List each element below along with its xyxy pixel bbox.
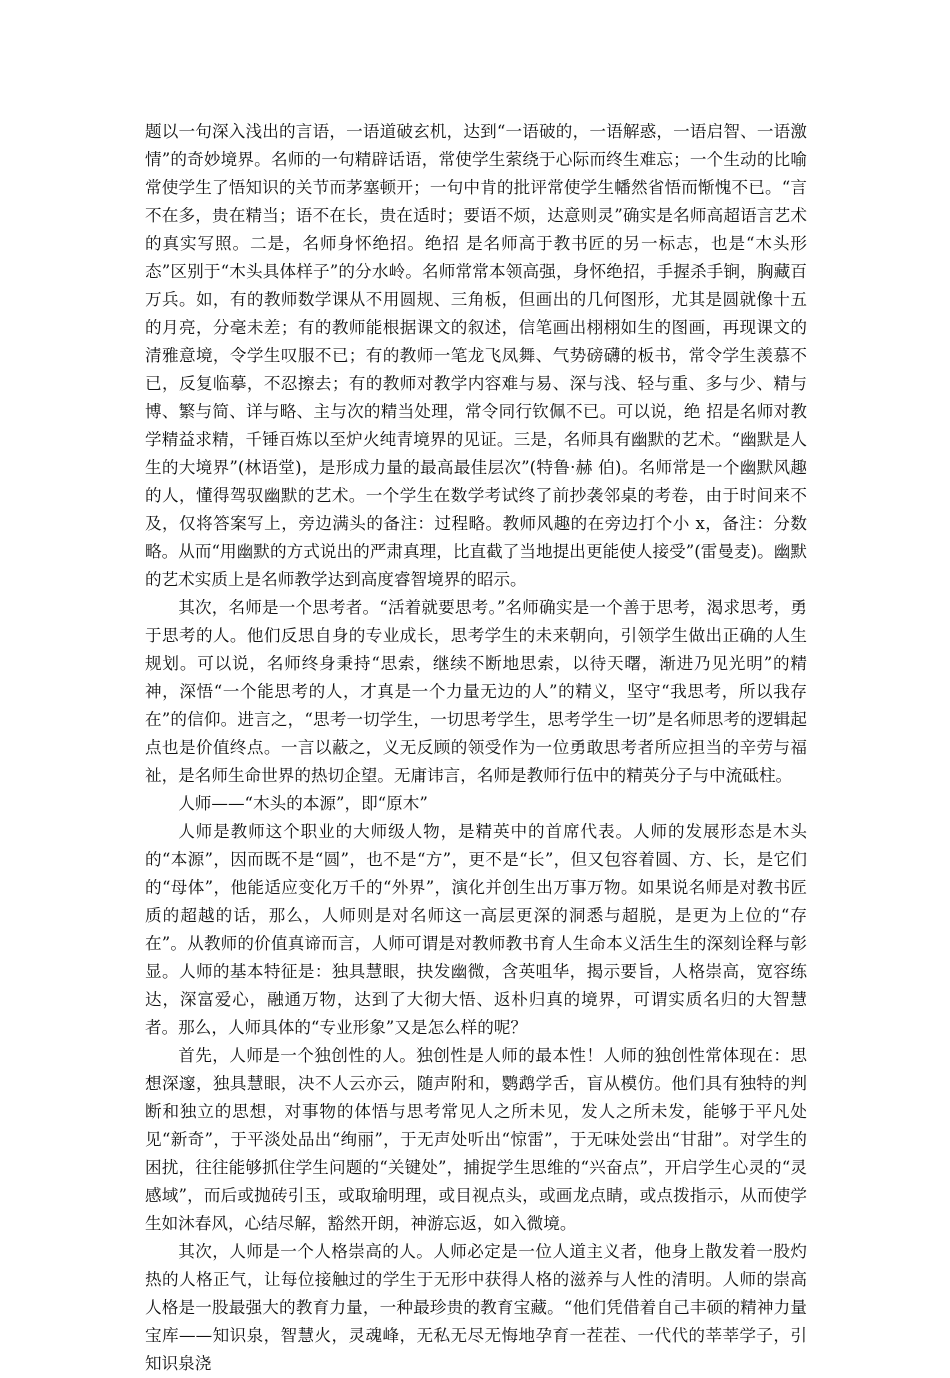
- document-page: [145, 118, 807, 1378]
- paragraph-5: 其次，人师是一个人格崇高的人。人师必定是一位人道主义者，他身上散发着一股灼热的人格正气，让每位接触过的学生于无形中获得人格的滋养与人性的清明。人师的崇高人格是一股最强大的教育力量，一种最珍贵的教育宝藏。“他们凭借着自己丰硕的精神力量宝库——知识泉，智慧火，灵魂峰，无私无尽无悔地孕育一茬茬、一代代的莘莘学子，引知识泉浇: [145, 1242, 807, 1373]
- section-heading: 人师——“木头的本源”，即“原木”: [178, 794, 428, 813]
- paragraph-3: 人师是教师这个职业的大师级人物，是精英中的首席代表。人师的发展形态是木头的“本源”，因而既不是“圆”，也不是“方”，更不是“长”，但又包容着圆、方、长，是它们的“母体”，他能适应变化万千的“外界”，演化并创生出万事万物。如果说名师是对教书匠质的超越的话，那么，人师则是对名师这一高层更深的洞悉与超脱，是更为上位的“存在”。从教师的价值真谛而言，人师可谓是对教师教书育人生命本义活生生的深刻诠释与彰显。人师的基本特征是：独具慧眼，抉发幽微，含英咀华，揭示要旨，人格崇高，宽容练达，深富爱心，融通万物，达到了大彻大悟、返朴归真的境界，可谓实质名归的大智慧者。那么，人师具体的“专业形象”又是怎么样的呢？: [145, 822, 807, 1037]
- paragraph-2: 其次，名师是一个思考者。“活着就要思考。”名师确实是一个善于思考，渴求思考，勇于思考的人。他们反思自身的专业成长，思考学生的未来朝向，引领学生做出正确的人生规划。可以说，名师终身秉持“思索，继续不断地思索，以待天曙，渐进乃见光明”的精神，深悟“一个能思考的人，才真是一个力量无边的人”的精义，坚守“我思考，所以我存在”的信仰。进言之，“思考一切学生，一切思考学生，思考学生一切”是名师思考的逻辑起点也是价值终点。一言以蔽之，义无反顾的领受作为一位勇敢思考者所应担当的辛劳与福祉，是名师生命世界的热切企望。无庸讳言，名师是教师行伍中的精英分子与中流砥柱。: [145, 598, 807, 785]
- paragraph-1: 题以一句深入浅出的言语，一语道破玄机，达到“一语破的，一语解惑，一语启智、一语激情”的奇妙境界。名师的一句精辟话语，常使学生萦绕于心际而终生难忘；一个生动的比喻常使学生了悟知识的关节而茅塞顿开；一句中肯的批评常使学生幡然省悟而惭愧不已。“言不在多，贵在精当；语不在长，贵在适时；要语不烦，达意则灵”确实是名师高超语言艺术的真实写照。二是，名师身怀绝招。绝招 是名师高于教书匠的另一标志，也是“木头形态”区别于“木头具体样子”的分水岭。名师常常本领高强，身怀绝招，手握杀手锏，胸藏百万兵。如，有的教师数学课从不用圆规、三角板，但画出的几何图形，尤其是圆就像十五的月亮，分毫未差；有的教师能根据课文的叙述，信笔画出栩栩如生的图画，再现课文的清雅意境，令学生叹服不已；有的教师一笔龙飞凤舞、气势磅礴的板书，常令学生羡慕不已，反复临摹，不忍擦去；有的教师对教学内容难与易、深与浅、轻与重、多与少、精与博、繁与简、详与略、主与次的精当处理，常令同行钦佩不已。可以说，绝 招是名师对教学精益求精，千锤百炼以至炉火纯青境界的见证。三是，名师具有幽默的艺术。“幽默是人生的大境界”(林语堂)，是形成力量的最高最佳层次”(特鲁·赫 伯)。名师常是一个幽默风趣的人，懂得驾驭幽默的艺术。一个学生在数学考试终了前抄袭邻桌的考卷，由于时间来不及，仅将答案写上，旁边满头的备注：过程略。教师风趣的在旁边打个小 x，备注：分数略。从而“用幽默的方式说出的严肃真理，比直截了当地提出更能使人接受”(雷曼麦)。幽默的艺术实质上是名师教学达到高度睿智境界的昭示。: [145, 122, 807, 589]
- paragraph-4: 首先，人师是一个独创性的人。独创性是人师的最本性！人师的独创性常体现在：思想深邃，独具慧眼，决不人云亦云，随声附和，鹦鹉学舌，盲从模仿。他们具有独特的判断和独立的思想，对事物的体悟与思考常见人之所未见，发人之所未发，能够于平凡处见“新奇”，于平淡处品出“绚丽”，于无声处听出“惊雷”，于无味处尝出“甘甜”。对学生的困扰，往往能够抓住学生问题的“关键处”，捕捉学生思维的“兴奋点”，开启学生心灵的“灵感域”，而后或抛砖引玉，或取瑜明理，或目视点头，或画龙点睛，或点拨指示，从而使学生如沐春风，心结尽解，豁然开朗，神游忘返，如入微境。: [145, 1046, 807, 1233]
